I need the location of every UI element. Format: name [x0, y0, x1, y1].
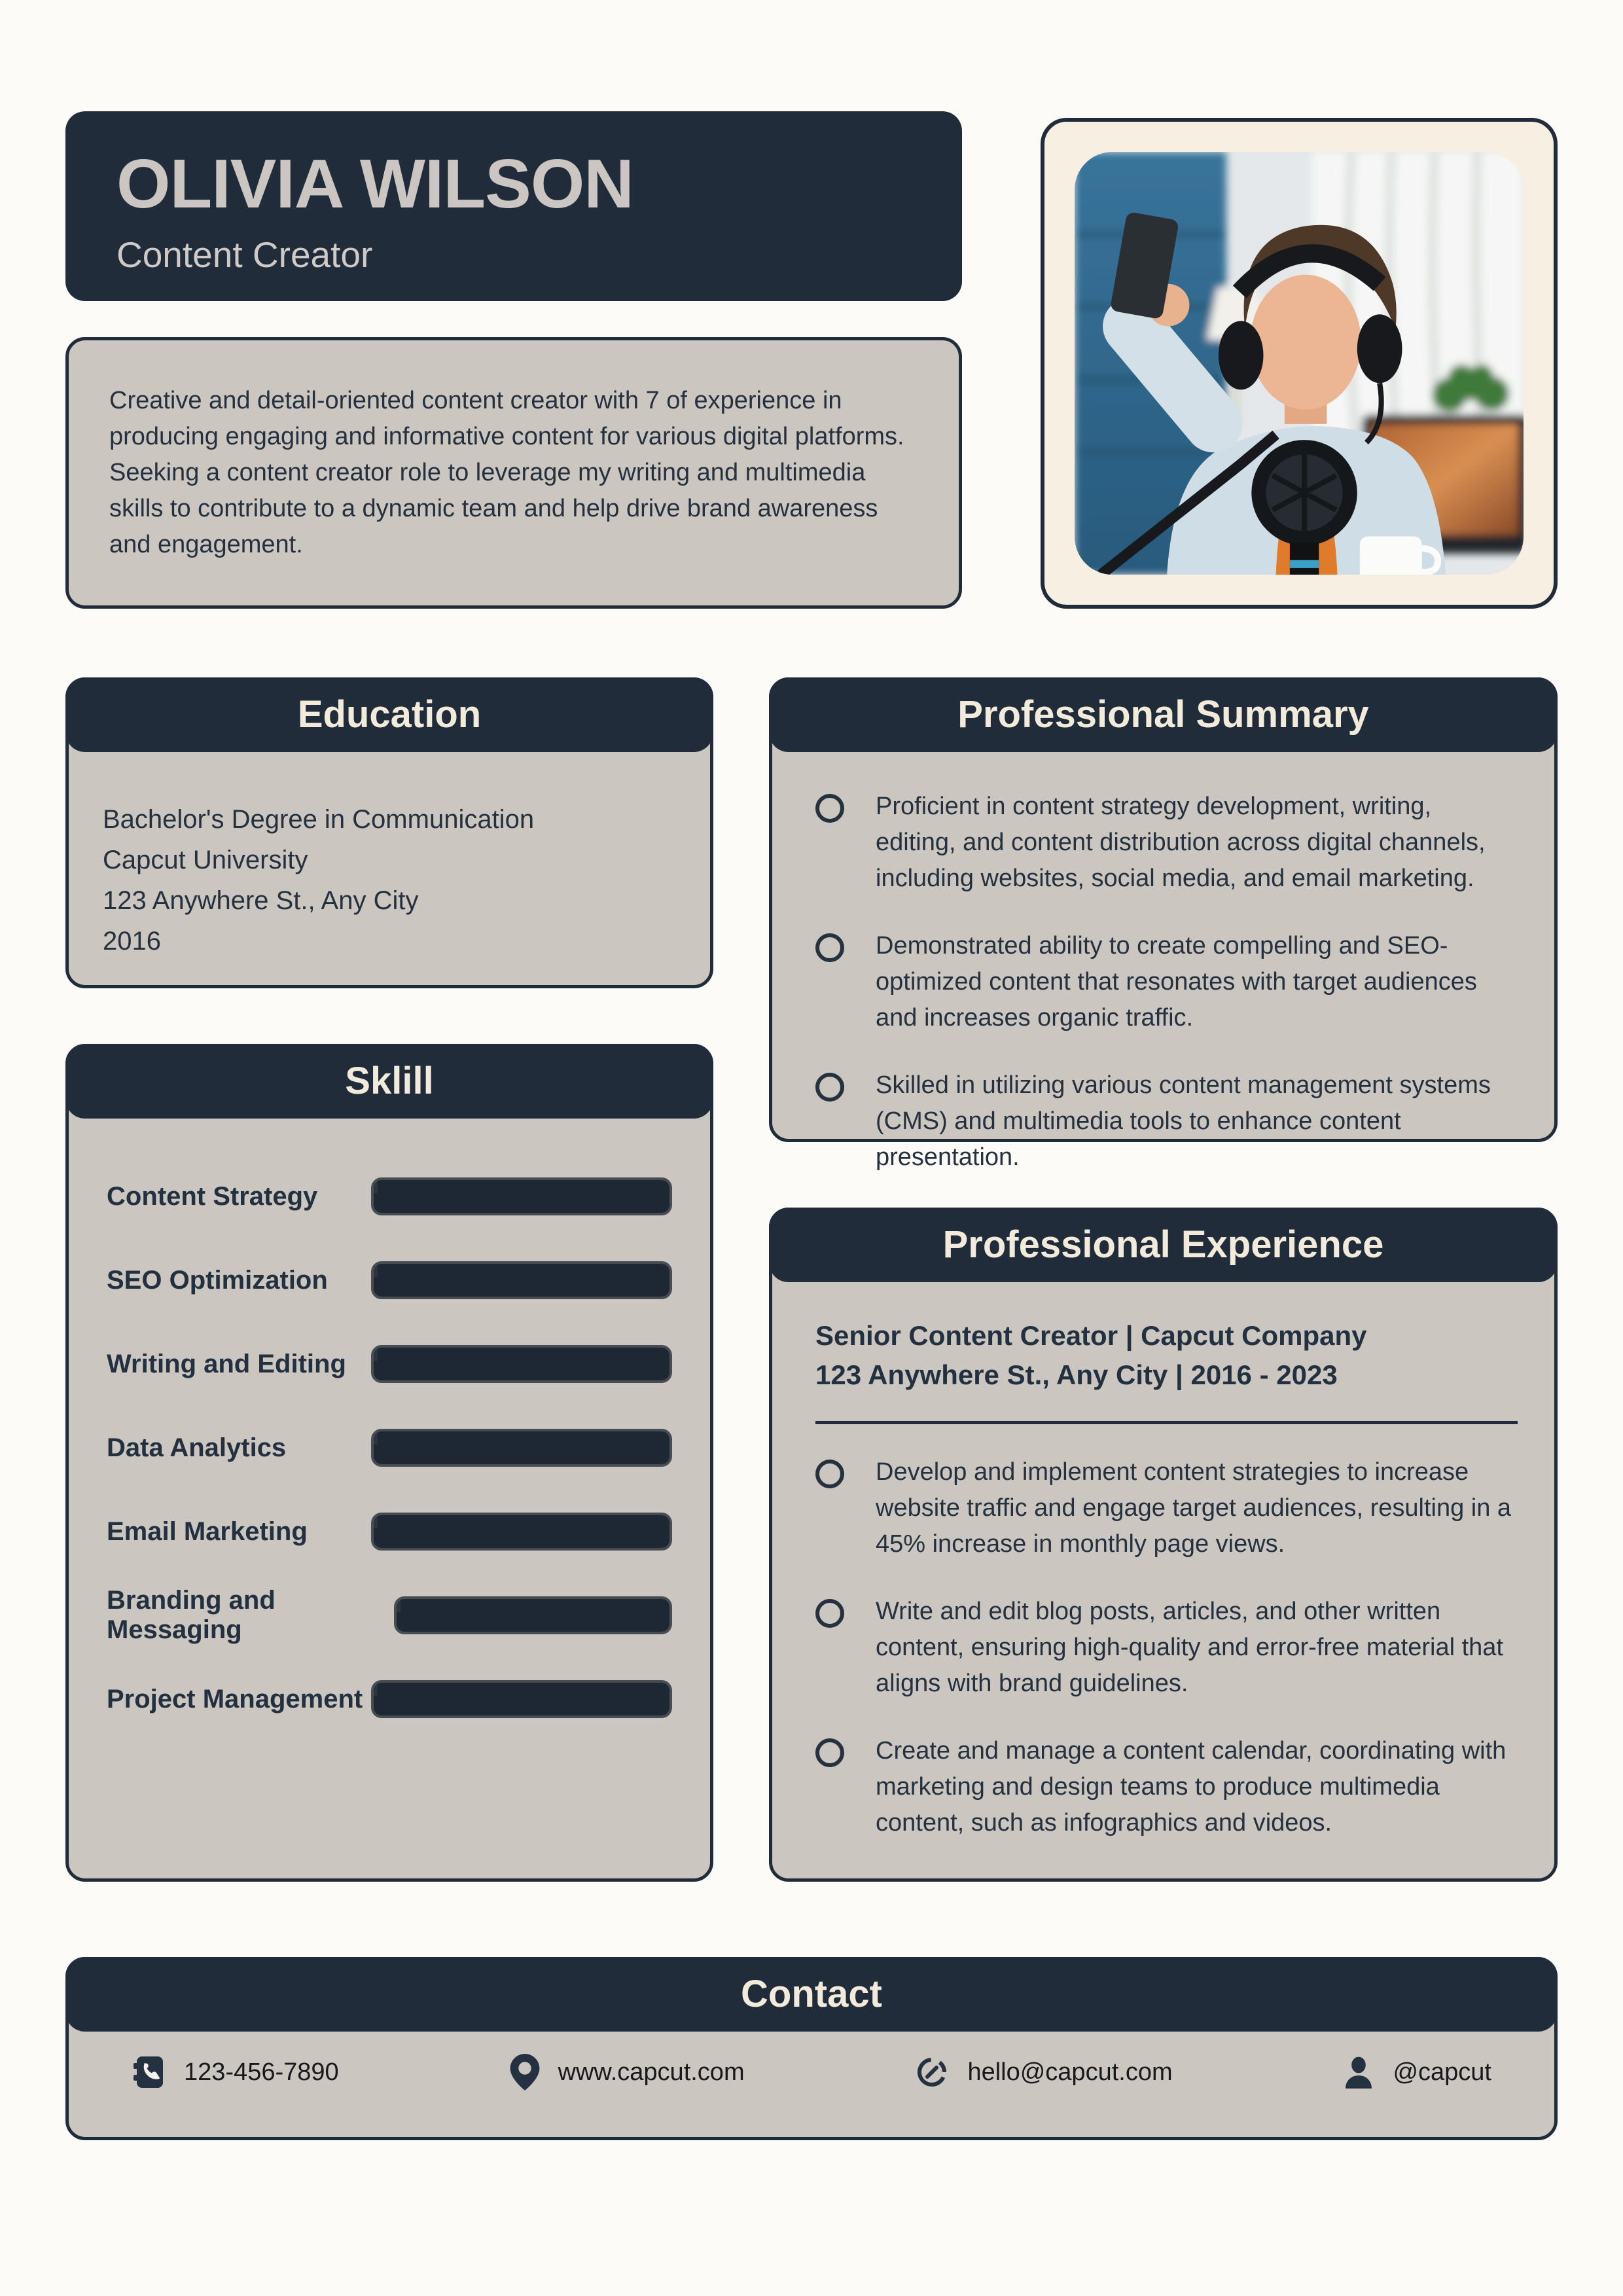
professional-summary-title: Professional Summary [769, 677, 1558, 752]
contact-label: @capcut [1393, 2058, 1491, 2086]
bullet-text: Write and edit blog posts, articles, and other written content, ensuring high-quality and error-free material that aligns with brand guidelines. [876, 1598, 1503, 1697]
summary-text: Creative and detail-oriented content creator with 7 of experience in producing engaging and informative content for various digital platforms. Seeking a content creator role to leverage my writing and multimedia skills to contribute to a dynamic team and help drive brand awareness and engagement. [109, 387, 904, 558]
bullet-text: Proficient in content strategy development, writing, editing, and content distribution across digital channels, including websites, social media, and email marketing. [876, 793, 1486, 892]
bullet-item [815, 1067, 1518, 1175]
skills-section-title: Sklill [65, 1044, 713, 1119]
skill-bar-fill [374, 1513, 378, 1528]
skill-bar [371, 1177, 672, 1215]
education-section-title: Education [65, 677, 713, 752]
skill-bar-fill [374, 1429, 378, 1444]
contact-item-website [510, 2054, 745, 2090]
skill-label: Content Strategy [107, 1181, 318, 1211]
bullet-text: Create and manage a content calendar, coordinating with marketing and design teams to produce multimedia content, such as infographics and videos. [876, 1737, 1507, 1837]
skill-bar-fill [397, 1597, 401, 1612]
bullet-circle-icon [815, 1738, 844, 1767]
skill-bar-fill [374, 1178, 378, 1193]
skill-label: Branding and Messaging [107, 1586, 276, 1644]
location-icon [510, 2054, 540, 2090]
skill-bar-fill [374, 1262, 378, 1277]
contact-item-email [915, 2055, 1172, 2089]
bullet-circle-icon [815, 1599, 844, 1628]
contact-card [65, 1957, 1558, 2140]
profile-photo [1075, 152, 1524, 575]
experience-card [769, 1208, 1558, 1882]
contact-section-title: Contact [65, 1957, 1558, 2032]
skill-row [107, 1261, 672, 1299]
bullet-circle-icon [815, 933, 844, 962]
skill-label: Project Management [107, 1684, 363, 1713]
skill-label: Email Marketing [107, 1516, 308, 1546]
skill-bar [371, 1345, 672, 1383]
skill-label: Writing and Editing [107, 1349, 346, 1378]
bullet-item [815, 1454, 1518, 1562]
bullet-item [815, 789, 1518, 897]
education-line: Bachelor's Degree in Communication [103, 805, 535, 834]
bullet-circle-icon [815, 1460, 844, 1488]
skill-label: SEO Optimization [107, 1265, 328, 1295]
professional-summary-card [769, 677, 1558, 1171]
experience-position: Senior Content Creator | Capcut Company [815, 1320, 1367, 1351]
skills-card [65, 1044, 713, 1882]
divider [815, 1421, 1518, 1424]
bullet-text: Demonstrated ability to create compelling and SEO-optimized content that resonates with target audiences and increases organic traffic. [876, 932, 1477, 1031]
skill-row [107, 1680, 672, 1718]
skill-bar-fill [374, 1681, 378, 1696]
profile-photo-frame [1041, 118, 1558, 609]
skill-row [107, 1513, 672, 1551]
contact-label: 123-456-7890 [184, 2058, 339, 2086]
skill-row [107, 1177, 672, 1215]
contact-label: hello@capcut.com [967, 2058, 1173, 2086]
education-card [65, 677, 713, 988]
skill-label: Data Analytics [107, 1433, 287, 1462]
education-line: Capcut University [103, 846, 308, 874]
bullet-text: Develop and implement content strategies to increase website traffic and engage target audiences, resulting in a 45% increase in monthly page views. [876, 1458, 1512, 1558]
skill-row [107, 1429, 672, 1467]
skill-bar [394, 1596, 672, 1634]
bullet-item [815, 1733, 1518, 1841]
summary-card [65, 337, 962, 609]
education-line: 2016 [103, 927, 161, 956]
header-card [65, 111, 962, 301]
skill-bar-fill [374, 1346, 378, 1361]
bullet-item [815, 1594, 1518, 1702]
bullet-item [815, 928, 1518, 1036]
contact-item-phone [132, 2055, 339, 2089]
bullet-circle-icon [815, 794, 844, 823]
skill-bar [371, 1261, 672, 1299]
role-subtitle: Content Creator [116, 234, 373, 275]
experience-meta: 123 Anywhere St., Any City | 2016 - 2023 [815, 1359, 1338, 1390]
skill-bar [371, 1513, 672, 1551]
contact-label: www.capcut.com [558, 2058, 745, 2086]
skill-row [107, 1345, 672, 1383]
person-icon [1343, 2056, 1374, 2089]
skill-bar [371, 1429, 672, 1467]
experience-section-title: Professional Experience [769, 1208, 1558, 1282]
bullet-text: Skilled in utilizing various content management systems (CMS) and multimedia tools to enhance content presentation. [876, 1071, 1491, 1171]
phone-icon [132, 2055, 166, 2089]
bullet-circle-icon [815, 1073, 844, 1102]
skill-bar [371, 1680, 672, 1718]
contact-item-handle [1343, 2056, 1491, 2089]
person-name: OLIVIA WILSON [116, 145, 633, 223]
skill-row [107, 1586, 672, 1644]
education-line: 123 Anywhere St., Any City [103, 886, 419, 915]
link-icon [915, 2055, 949, 2089]
